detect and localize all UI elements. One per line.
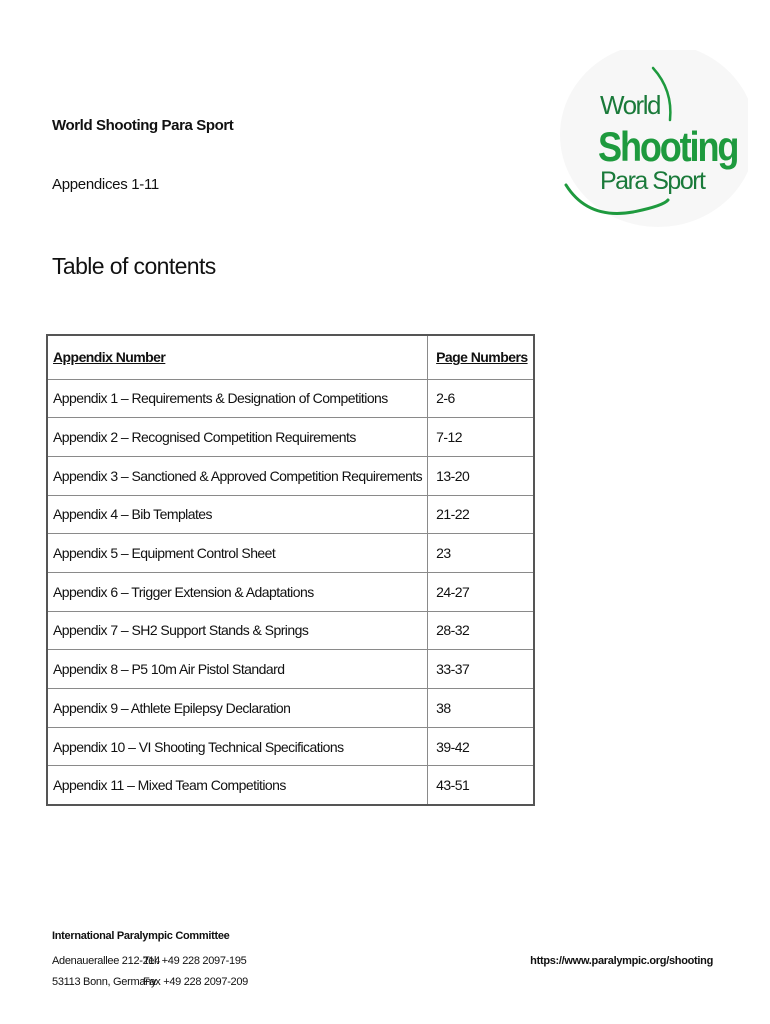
- footer-website-link[interactable]: https://www.paralympic.org/shooting: [530, 955, 713, 967]
- toc-pages-cell: 43-51: [428, 766, 534, 805]
- toc-appendix-cell: Appendix 9 – Athlete Epilepsy Declaration: [47, 689, 428, 728]
- toc-row: [47, 572, 534, 611]
- footer-telephone: Tel. +49 228 2097-195: [143, 955, 247, 967]
- toc-pages-cell: 28-32: [428, 611, 534, 650]
- footer-fax: Fax +49 228 2097-209: [143, 976, 249, 988]
- toc-appendix-cell: Appendix 10 – VI Shooting Technical Specifications: [47, 727, 428, 766]
- logo-word-world: World: [600, 90, 660, 120]
- toc-row: [47, 727, 534, 766]
- toc-pages-cell: 13-20: [428, 456, 534, 495]
- toc-heading: Table of contents: [52, 253, 216, 279]
- footer-address-line1: Adenauerallee 212-214: [52, 955, 161, 967]
- toc-row: [47, 611, 534, 650]
- toc-header-row: [47, 335, 534, 379]
- toc-pages-cell: 7-12: [428, 418, 534, 457]
- toc-row: [47, 456, 534, 495]
- toc-appendix-cell: Appendix 7 – SH2 Support Stands & Springs: [47, 611, 428, 650]
- footer-organization: International Paralympic Committee: [52, 930, 230, 942]
- world-shooting-para-sport-logo: [548, 50, 748, 230]
- toc-pages-cell: 21-22: [428, 495, 534, 534]
- toc-pages-cell: 39-42: [428, 727, 534, 766]
- logo-word-para-sport: Para Sport: [600, 167, 705, 195]
- toc-pages-cell: 2-6: [428, 379, 534, 418]
- toc-appendix-cell: Appendix 5 – Equipment Control Sheet: [47, 534, 428, 573]
- toc-pages-cell: 38: [428, 689, 534, 728]
- toc-pages-cell: 23: [428, 534, 534, 573]
- toc-row: [47, 379, 534, 418]
- toc-row: [47, 534, 534, 573]
- toc-row: [47, 495, 534, 534]
- logo-word-shooting: Shooting: [598, 123, 738, 170]
- toc-appendix-cell: Appendix 4 – Bib Templates: [47, 495, 428, 534]
- toc-appendix-cell: Appendix 2 – Recognised Competition Requirements: [47, 418, 428, 457]
- organization-title: World Shooting Para Sport: [52, 117, 234, 134]
- toc-pages-cell: 24-27: [428, 572, 534, 611]
- toc-table: [46, 334, 535, 806]
- toc-pages-cell: 33-37: [428, 650, 534, 689]
- toc-appendix-cell: Appendix 6 – Trigger Extension & Adaptations: [47, 572, 428, 611]
- toc-row: [47, 689, 534, 728]
- toc-appendix-cell: Appendix 1 – Requirements & Designation of Competitions: [47, 379, 428, 418]
- toc-appendix-cell: Appendix 11 – Mixed Team Competitions: [47, 766, 428, 805]
- toc-header-appendix: Appendix Number: [47, 335, 428, 379]
- toc-row: [47, 418, 534, 457]
- document-subtitle: Appendices 1-11: [52, 176, 159, 193]
- toc-row: [47, 766, 534, 805]
- footer-address-line2: 53113 Bonn, Germany: [52, 976, 157, 988]
- toc-header-pages: Page Numbers: [428, 335, 534, 379]
- toc-row: [47, 650, 534, 689]
- toc-appendix-cell: Appendix 3 – Sanctioned & Approved Competition Requirements: [47, 456, 428, 495]
- toc-appendix-cell: Appendix 8 – P5 10m Air Pistol Standard: [47, 650, 428, 689]
